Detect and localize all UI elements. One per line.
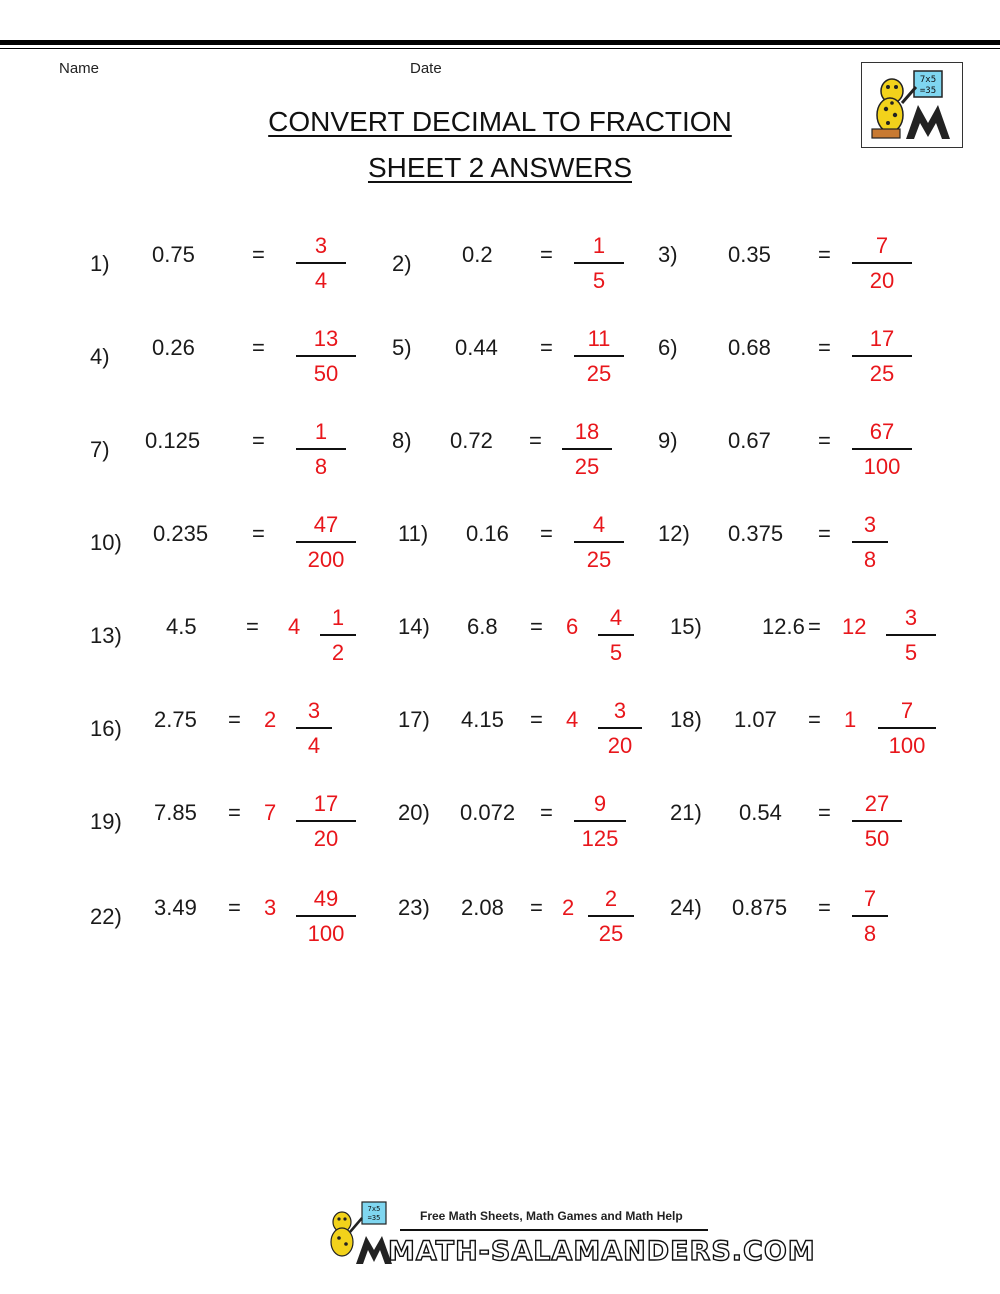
numerator: 7	[863, 886, 877, 911]
fraction-bar	[852, 820, 902, 822]
salamander-icon	[322, 1198, 394, 1268]
decimal-value: 6.8	[467, 614, 498, 639]
decimal-value: 0.35	[728, 242, 771, 267]
problem-10	[90, 512, 370, 572]
numerator: 7	[875, 233, 889, 258]
numerator: 27	[864, 791, 890, 816]
denominator: 25	[598, 921, 624, 946]
answer-fraction	[588, 886, 634, 947]
problem-20	[398, 791, 652, 851]
whole-number: 4	[566, 707, 579, 732]
numerator: 18	[574, 419, 600, 444]
fraction-bar	[296, 820, 356, 822]
salamander-teacher-icon	[862, 63, 962, 147]
problem-22	[90, 886, 370, 946]
decimal-value: 4.15	[461, 707, 504, 732]
problem-3	[658, 233, 958, 293]
logo-board-line-1: 7x5	[919, 75, 937, 85]
denominator: 25	[574, 454, 600, 479]
numerator: 1	[314, 419, 328, 444]
numerator: 3	[314, 233, 328, 258]
numerator: 49	[313, 886, 339, 911]
worksheet-title	[0, 106, 1000, 138]
equals-sign: =	[818, 800, 831, 825]
numerator: 47	[313, 512, 339, 537]
fraction-bar	[296, 448, 346, 450]
equals-sign: =	[540, 335, 553, 360]
fraction-bar	[886, 634, 936, 636]
numerator: 7	[900, 698, 914, 723]
decimal-value: 1.07	[734, 707, 777, 732]
problem-6	[658, 326, 958, 386]
problem-16	[90, 698, 370, 758]
denominator: 50	[864, 826, 890, 851]
problem-number: 4)	[90, 344, 110, 369]
problem-7	[90, 419, 370, 479]
fraction-bar	[574, 262, 624, 264]
denominator: 200	[307, 547, 345, 572]
numerator: 3	[613, 698, 627, 723]
fraction-bar	[320, 634, 356, 636]
decimal-value: 0.68	[728, 335, 771, 360]
problem-15	[670, 605, 960, 665]
decimal-value: 0.125	[145, 428, 201, 453]
answer-fraction	[296, 886, 356, 947]
fraction-bar	[852, 541, 888, 543]
denominator: 25	[869, 361, 895, 386]
problem-2	[392, 233, 652, 293]
subtitle-text: SHEET 2 ANSWERS	[367, 152, 632, 183]
answer-fraction	[296, 698, 332, 759]
fraction-bar	[296, 355, 356, 357]
numerator: 3	[307, 698, 321, 723]
answer-fraction	[852, 326, 912, 387]
decimal-value: 0.75	[152, 242, 195, 267]
equals-sign: =	[808, 707, 821, 732]
fraction-bar	[598, 727, 642, 729]
footer-rule	[400, 1229, 708, 1231]
denominator: 4	[307, 733, 321, 758]
answer-fraction	[852, 419, 912, 480]
fraction-bar	[296, 541, 356, 543]
numerator: 1	[592, 233, 606, 258]
fraction-bar	[598, 634, 634, 636]
problem-number: 13)	[90, 623, 122, 648]
answer-fraction	[574, 512, 624, 573]
fraction-bar	[852, 262, 912, 264]
decimal-value: 0.26	[152, 335, 195, 360]
whole-number: 4	[288, 614, 301, 639]
problem-9	[658, 419, 958, 479]
footer-logo	[322, 1198, 394, 1268]
worksheet-subtitle	[0, 152, 1000, 184]
equals-sign: =	[252, 521, 265, 546]
numerator: 1	[331, 605, 345, 630]
whole-number: 2	[264, 707, 277, 732]
equals-sign: =	[540, 242, 553, 267]
problem-17	[398, 698, 652, 758]
problem-4	[90, 326, 370, 386]
answer-fraction	[852, 512, 888, 573]
denominator: 25	[586, 547, 612, 572]
problem-number: 7)	[90, 437, 110, 462]
equals-sign: =	[818, 521, 831, 546]
whole-number: 7	[264, 800, 277, 825]
equals-sign: =	[540, 800, 553, 825]
answer-fraction	[574, 791, 626, 852]
answer-fraction	[598, 605, 634, 666]
footer-logo-board-line-2: =35	[367, 1214, 381, 1222]
equals-sign: =	[529, 428, 542, 453]
date-label: Date	[410, 60, 442, 77]
problem-number: 22)	[90, 904, 122, 929]
decimal-value: 2.75	[154, 707, 197, 732]
decimal-value: 0.2	[462, 242, 493, 267]
denominator: 100	[863, 454, 901, 479]
denominator: 8	[314, 454, 328, 479]
numerator: 17	[313, 791, 339, 816]
salamander-logo	[861, 62, 963, 148]
numerator: 3	[863, 512, 877, 537]
problem-13	[90, 605, 370, 665]
denominator: 50	[313, 361, 339, 386]
problem-number: 23)	[398, 895, 430, 920]
answer-fraction	[296, 326, 356, 387]
fraction-bar	[296, 262, 346, 264]
denominator: 4	[314, 268, 328, 293]
problem-number: 2)	[392, 251, 412, 276]
problem-number: 1)	[90, 251, 110, 276]
problem-8	[392, 419, 652, 479]
answer-fraction	[574, 233, 624, 294]
title-text: CONVERT DECIMAL TO FRACTION	[268, 106, 732, 137]
denominator: 8	[863, 547, 877, 572]
equals-sign: =	[530, 614, 543, 639]
whole-number: 1	[844, 707, 857, 732]
decimal-value: 4.5	[166, 614, 197, 639]
fraction-bar	[296, 915, 356, 917]
problem-18	[670, 698, 960, 758]
problem-number: 21)	[670, 800, 702, 825]
equals-sign: =	[252, 335, 265, 360]
problem-number: 3)	[658, 242, 678, 267]
fraction-bar	[574, 355, 624, 357]
whole-number: 3	[264, 895, 277, 920]
problem-number: 9)	[658, 428, 678, 453]
answer-fraction	[886, 605, 936, 666]
equals-sign: =	[818, 335, 831, 360]
answer-fraction	[296, 512, 356, 573]
numerator: 11	[587, 326, 611, 351]
answer-fraction	[562, 419, 612, 480]
answer-fraction	[852, 233, 912, 294]
decimal-value: 0.16	[466, 521, 509, 546]
decimal-value: 0.44	[455, 335, 498, 360]
numerator: 4	[592, 512, 606, 537]
problem-number: 24)	[670, 895, 702, 920]
whole-number: 6	[566, 614, 579, 639]
problem-14	[398, 605, 652, 665]
equals-sign: =	[818, 428, 831, 453]
decimal-value: 0.67	[728, 428, 771, 453]
top-rule	[0, 40, 1000, 45]
equals-sign: =	[252, 428, 265, 453]
numerator: 3	[904, 605, 918, 630]
answer-fraction	[852, 886, 888, 947]
decimal-value: 7.85	[154, 800, 197, 825]
problem-number: 18)	[670, 707, 702, 732]
top-rule-thin	[0, 48, 1000, 49]
problem-24	[670, 886, 960, 946]
answer-fraction	[598, 698, 642, 759]
problem-number: 16)	[90, 716, 122, 741]
footer-brand-link[interactable]: MATH-SALAMANDERS.COM	[388, 1236, 816, 1267]
denominator: 125	[581, 826, 619, 851]
fraction-bar	[574, 541, 624, 543]
answer-fraction	[296, 233, 346, 294]
fraction-bar	[878, 727, 936, 729]
fraction-bar	[852, 355, 912, 357]
fraction-bar	[296, 727, 332, 729]
decimal-value: 0.72	[450, 428, 493, 453]
problem-number: 11)	[398, 521, 429, 546]
equals-sign: =	[228, 895, 241, 920]
logo-board-line-2: =35	[919, 86, 937, 96]
answer-fraction	[320, 605, 356, 666]
decimal-value: 0.54	[739, 800, 782, 825]
problem-number: 10)	[90, 530, 122, 555]
denominator: 20	[607, 733, 633, 758]
equals-sign: =	[530, 895, 543, 920]
decimal-value: 0.375	[728, 521, 784, 546]
equals-sign: =	[530, 707, 543, 732]
denominator: 5	[592, 268, 606, 293]
denominator: 5	[609, 640, 623, 665]
problem-12	[658, 512, 958, 572]
footer-logo-board-line-1: 7x5	[367, 1205, 381, 1213]
problem-number: 5)	[392, 335, 412, 360]
decimal-value: 12.6	[762, 614, 805, 639]
decimal-value: 0.235	[153, 521, 209, 546]
numerator: 2	[604, 886, 618, 911]
denominator: 2	[331, 640, 345, 665]
problem-number: 20)	[398, 800, 430, 825]
problem-19	[90, 791, 370, 851]
problem-number: 6)	[658, 335, 678, 360]
footer-tagline: Free Math Sheets, Math Games and Math Help	[420, 1209, 683, 1223]
denominator: 20	[869, 268, 895, 293]
equals-sign: =	[818, 895, 831, 920]
denominator: 100	[888, 733, 926, 758]
problem-number: 17)	[398, 707, 430, 732]
fraction-bar	[588, 915, 634, 917]
equals-sign: =	[540, 521, 553, 546]
answer-fraction	[852, 791, 902, 852]
decimal-value: 0.875	[732, 895, 788, 920]
denominator: 8	[863, 921, 877, 946]
whole-number: 12	[842, 614, 867, 639]
problem-21	[670, 791, 960, 851]
answer-fraction	[574, 326, 624, 387]
numerator: 17	[869, 326, 895, 351]
decimal-value: 2.08	[461, 895, 504, 920]
problem-number: 8)	[392, 428, 412, 453]
problem-1	[90, 233, 370, 293]
problem-5	[392, 326, 652, 386]
numerator: 13	[313, 326, 339, 351]
denominator: 25	[586, 361, 612, 386]
numerator: 67	[869, 419, 895, 444]
denominator: 5	[904, 640, 918, 665]
problem-number: 19)	[90, 809, 122, 834]
problem-23	[398, 886, 652, 946]
answer-fraction	[296, 419, 346, 480]
numerator: 4	[609, 605, 623, 630]
problem-number: 15)	[670, 614, 702, 639]
name-label: Name	[59, 60, 100, 77]
problem-number: 12)	[658, 521, 690, 546]
answer-fraction	[878, 698, 936, 759]
answer-fraction	[296, 791, 356, 852]
decimal-value: 0.072	[460, 800, 516, 825]
fraction-bar	[574, 820, 626, 822]
problem-11	[398, 512, 652, 572]
fraction-bar	[852, 448, 912, 450]
fraction-bar	[852, 915, 888, 917]
equals-sign: =	[808, 614, 821, 639]
equals-sign: =	[228, 800, 241, 825]
problem-number: 14)	[398, 614, 430, 639]
equals-sign: =	[228, 707, 241, 732]
equals-sign: =	[818, 242, 831, 267]
denominator: 20	[313, 826, 339, 851]
numerator: 9	[593, 791, 607, 816]
whole-number: 2	[562, 895, 575, 920]
decimal-value: 3.49	[154, 895, 197, 920]
denominator: 100	[307, 921, 345, 946]
equals-sign: =	[252, 242, 265, 267]
equals-sign: =	[246, 614, 259, 639]
fraction-bar	[562, 448, 612, 450]
